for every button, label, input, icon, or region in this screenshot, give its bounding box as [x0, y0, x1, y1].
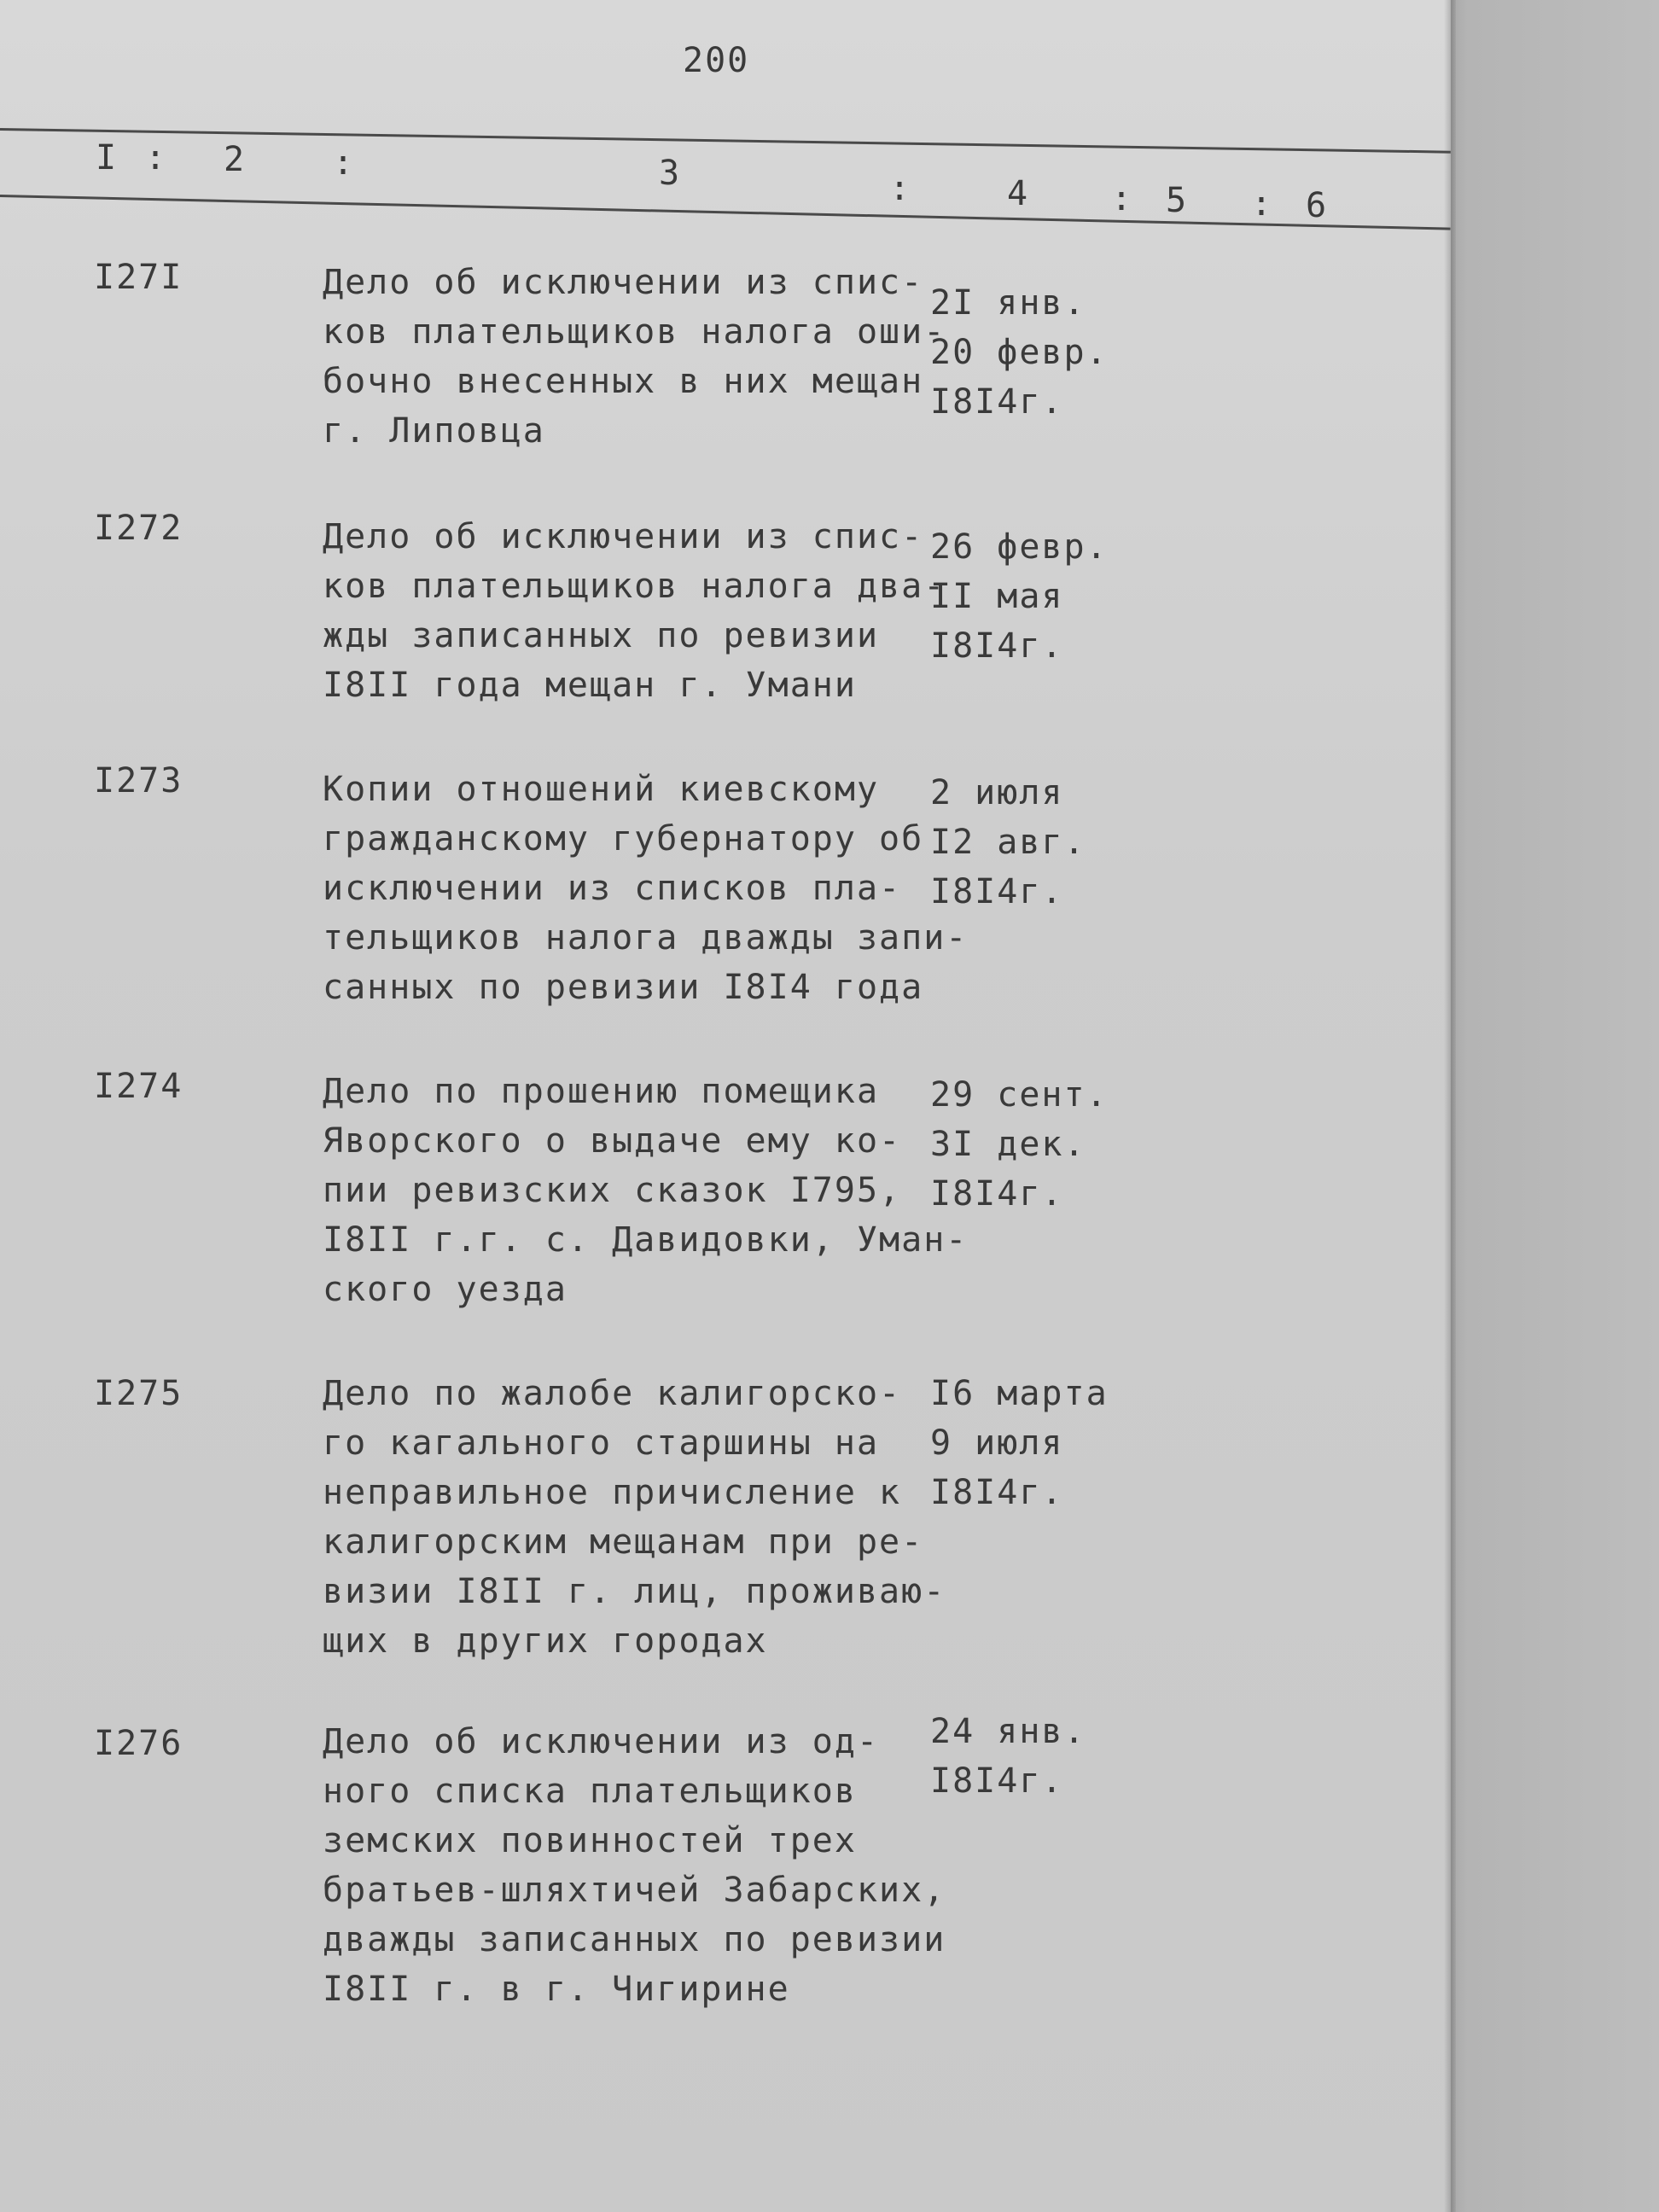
description-line: щих в других городах: [323, 1621, 768, 1661]
description-line: го кагального старшины на: [323, 1423, 880, 1463]
date-line: 24 янв.: [930, 1712, 1086, 1751]
description-line: неправильное причисление к: [323, 1473, 902, 1512]
description-line: I8II г.г. с. Давидовки, Уман-: [323, 1220, 969, 1260]
description-line: Дело об исключении из од-: [323, 1722, 880, 1761]
column-number-2: 2: [224, 140, 247, 179]
description-line: ного списка плательщиков: [323, 1772, 857, 1811]
description-line: Дело по жалобе калигорско-: [323, 1374, 902, 1413]
entry-number: I276: [94, 1724, 183, 1763]
description-line: г. Липовца: [323, 411, 545, 451]
description-line: ков плательщиков налога два-: [323, 567, 946, 606]
entry-dates: [930, 522, 1109, 671]
description-line: гражданскому губернатору об: [323, 819, 924, 859]
column-number-6: 6: [1306, 186, 1329, 225]
entry-dates: [930, 1707, 1086, 1806]
date-line: I6 марта: [930, 1374, 1109, 1413]
column-separator: :: [1251, 184, 1274, 224]
description-line: братьев-шляхтичей Забарских,: [323, 1871, 946, 1910]
description-line: Копии отношений киевскому: [323, 770, 880, 809]
entry-description: [323, 765, 969, 1012]
date-line: 29 сент.: [930, 1075, 1109, 1115]
column-separator: :: [145, 138, 168, 178]
description-line: земских повинностей трех: [323, 1821, 857, 1860]
date-line: I8I4г.: [930, 1174, 1064, 1214]
entry-description: [323, 1717, 946, 2014]
description-line: дважды записанных по ревизии: [323, 1920, 946, 1959]
description-line: Дело об исключении из спис-: [323, 263, 924, 302]
date-line: II мая: [930, 577, 1064, 616]
description-line: ского уезда: [323, 1270, 568, 1309]
column-separator: :: [889, 169, 912, 208]
date-line: I8I4г.: [930, 382, 1064, 422]
entry-dates: [930, 278, 1109, 427]
date-line: 2 июля: [930, 773, 1064, 812]
entry-description: [323, 1369, 946, 1666]
entry-number: I272: [94, 509, 183, 548]
entry-number: I27I: [94, 258, 183, 297]
entry-dates: [930, 768, 1086, 917]
date-line: 9 июля: [930, 1423, 1064, 1463]
date-line: I8I4г.: [930, 1761, 1064, 1801]
column-number-4: 4: [1007, 174, 1030, 213]
date-line: 20 февр.: [930, 333, 1109, 372]
entry-number: I273: [94, 761, 183, 800]
entry-number: I274: [94, 1067, 183, 1106]
description-line: санных по ревизии I8I4 года: [323, 968, 924, 1007]
page-number: 200: [683, 41, 750, 80]
entry-number: I275: [94, 1374, 183, 1413]
entry-description: [323, 1067, 969, 1314]
description-line: I8II г. в г. Чигирине: [323, 1970, 790, 2009]
date-line: I8I4г.: [930, 872, 1064, 911]
date-line: 3I дек.: [930, 1125, 1086, 1164]
date-line: I8I4г.: [930, 1473, 1064, 1512]
entry-dates: [930, 1369, 1109, 1517]
description-line: I8II года мещан г. Умани: [323, 666, 857, 705]
column-separator: :: [1111, 179, 1134, 218]
column-number-5: 5: [1166, 181, 1189, 220]
date-line: I2 авг.: [930, 823, 1086, 862]
description-line: Дело об исключении из спис-: [323, 517, 924, 556]
description-line: жды записанных по ревизии: [323, 616, 880, 655]
description-line: Дело по прошению помещика: [323, 1072, 880, 1111]
description-line: Яворского о выдаче ему ко-: [323, 1121, 902, 1161]
entry-description: [323, 258, 946, 456]
column-number-3: 3: [659, 154, 682, 193]
description-line: бочно внесенных в них мещан: [323, 362, 924, 401]
description-line: тельщиков налога дважды запи-: [323, 918, 969, 958]
entry-description: [323, 512, 946, 710]
description-line: пии ревизских сказок I795,: [323, 1171, 902, 1210]
page-edge-shadow: [1444, 0, 1456, 2212]
description-line: ков плательщиков налога оши-: [323, 312, 946, 352]
description-line: калигорским мещанам при ре-: [323, 1522, 924, 1562]
date-line: I8I4г.: [930, 626, 1064, 666]
underlying-page: [1451, 0, 1659, 2212]
column-number-1: I: [96, 138, 119, 178]
date-line: 26 февр.: [930, 527, 1109, 567]
column-separator: :: [333, 143, 356, 183]
date-line: 2I янв.: [930, 283, 1086, 323]
description-line: визии I8II г. лиц, проживаю-: [323, 1572, 946, 1611]
description-line: исключении из списков пла-: [323, 869, 902, 908]
entry-dates: [930, 1070, 1109, 1219]
